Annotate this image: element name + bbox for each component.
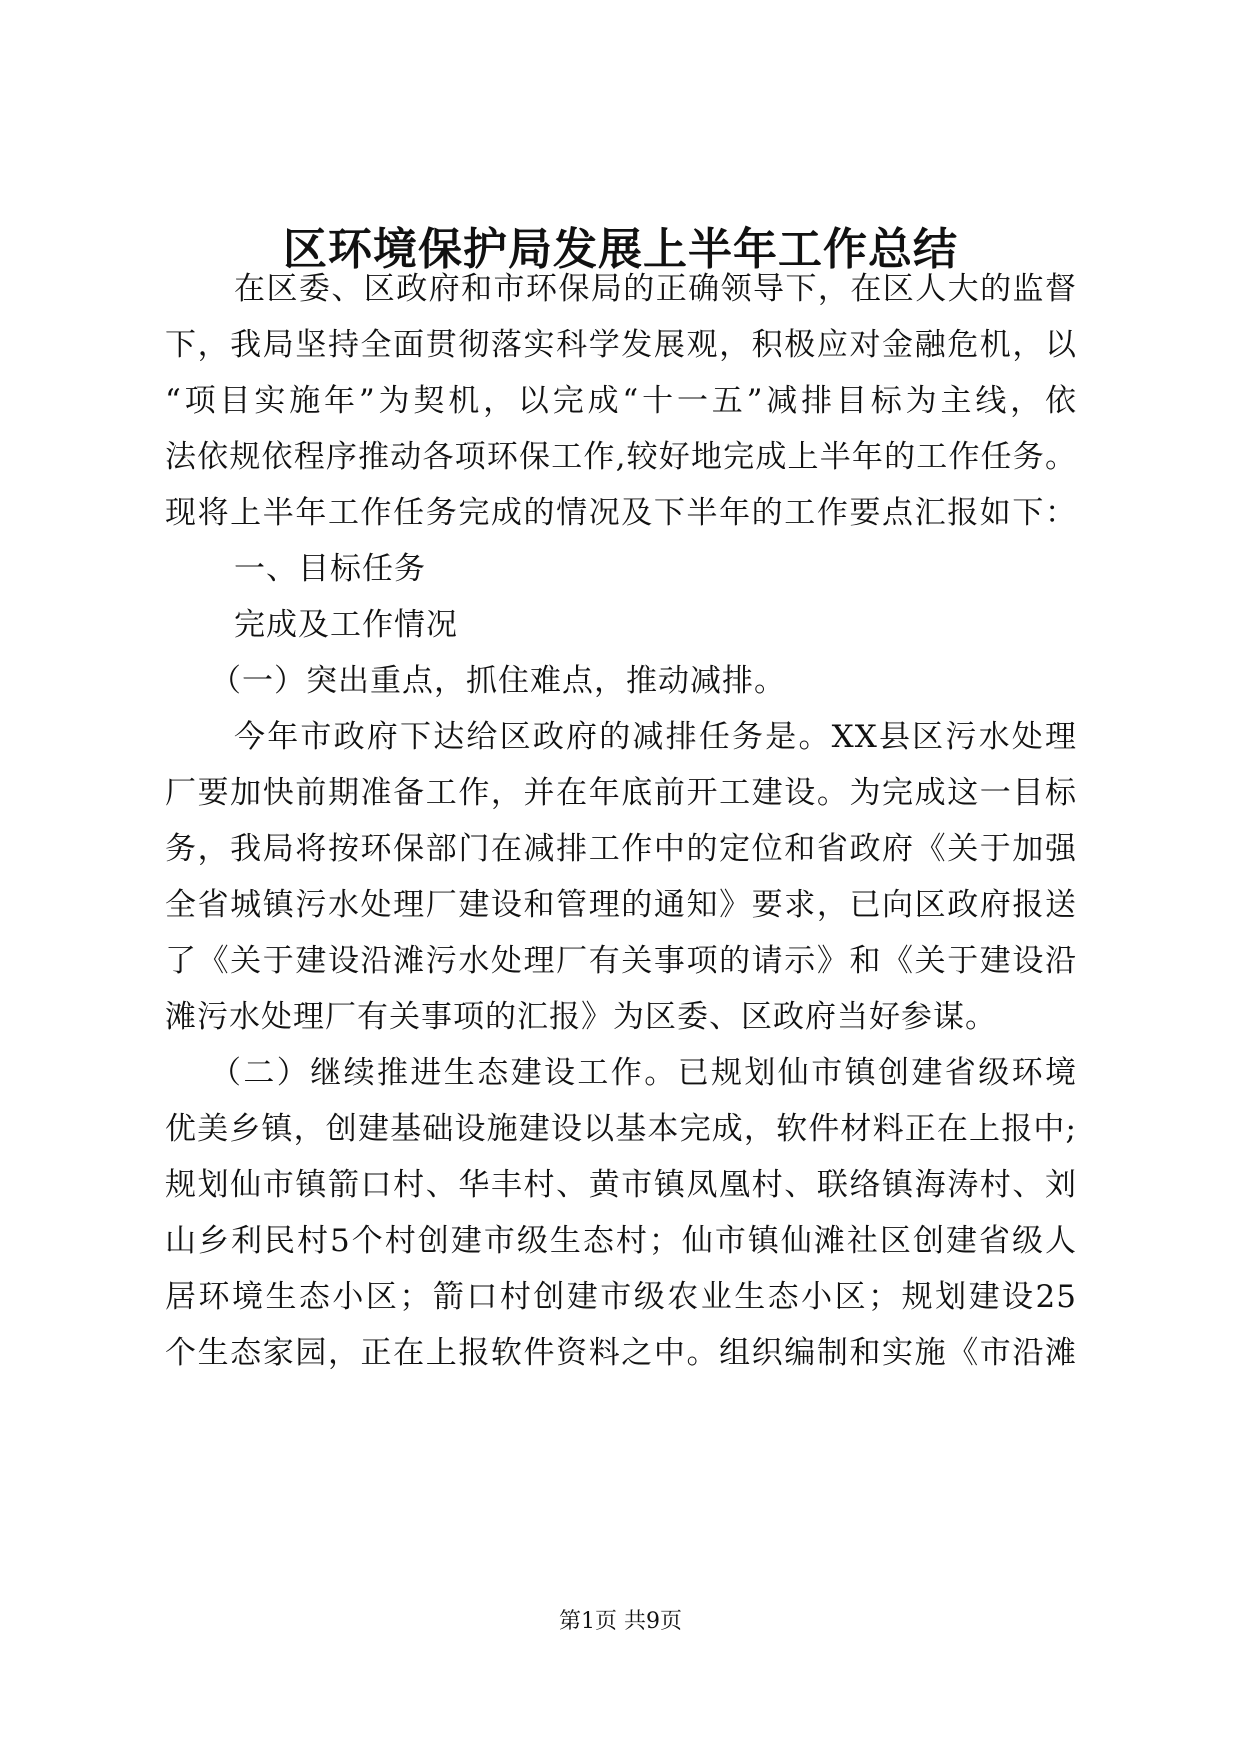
paragraph-line: 规划仙市镇箭口村、华丰村、黄市镇凤凰村、联络镇海涛村、刘 <box>165 1167 1077 1203</box>
paragraph-line: 优美乡镇，创建基础设施建设以基本完成，软件材料正在上报中; <box>165 1111 1077 1147</box>
paragraph-line: 下，我局坚持全面贯彻落实科学发展观，积极应对金融危机，以 <box>165 327 1077 363</box>
paragraph-line: 今年市政府下达给区政府的减排任务是。XX县区污水处理 <box>234 719 1077 755</box>
paragraph-line: 全省城镇污水处理厂建设和管理的通知》要求，已向区政府报送 <box>165 887 1077 923</box>
section-heading: 一、目标任务 <box>234 551 426 587</box>
subsection-heading: （一）突出重点，抓住难点，推动减排。 <box>210 663 786 699</box>
paragraph-line: 个生态家园，正在上报软件资料之中。组织编制和实施《市沿滩 <box>165 1335 1077 1371</box>
paragraph-line: 法依规依程序推动各项环保工作,较好地完成上半年的工作任务。 <box>165 439 1077 475</box>
section-subheading: 完成及工作情况 <box>234 607 458 643</box>
paragraph-line: 了《关于建设沿滩污水处理厂有关事项的请示》和《关于建设沿 <box>165 943 1077 979</box>
paragraph-line: 居环境生态小区；箭口村创建市级农业生态小区；规划建设25 <box>165 1279 1077 1315</box>
paragraph-line: 务，我局将按环保部门在减排工作中的定位和省政府《关于加强 <box>165 831 1077 867</box>
paragraph-line: 厂要加快前期准备工作，并在年底前开工建设。为完成这一目标 <box>165 775 1077 811</box>
paragraph-line: 在区委、区政府和市环保局的正确领导下，在区人大的监督 <box>234 271 1077 307</box>
paragraph-line: 山乡利民村5个村创建市级生态村；仙市镇仙滩社区创建省级人 <box>165 1223 1077 1259</box>
paragraph-line: 滩污水处理厂有关事项的汇报》为区委、区政府当好参谋。 <box>165 999 997 1035</box>
page-number-footer: 第1页 共9页 <box>559 1609 682 1634</box>
document-title: 区环境保护局发展上半年工作总结 <box>283 224 958 275</box>
paragraph-line: “项目实施年”为契机，以完成“十一五”减排目标为主线，依 <box>165 383 1077 419</box>
paragraph-line: 现将上半年工作任务完成的情况及下半年的工作要点汇报如下： <box>165 495 1077 531</box>
paragraph-line: （二）继续推进生态建设工作。已规划仙市镇创建省级环境 <box>210 1055 1077 1091</box>
